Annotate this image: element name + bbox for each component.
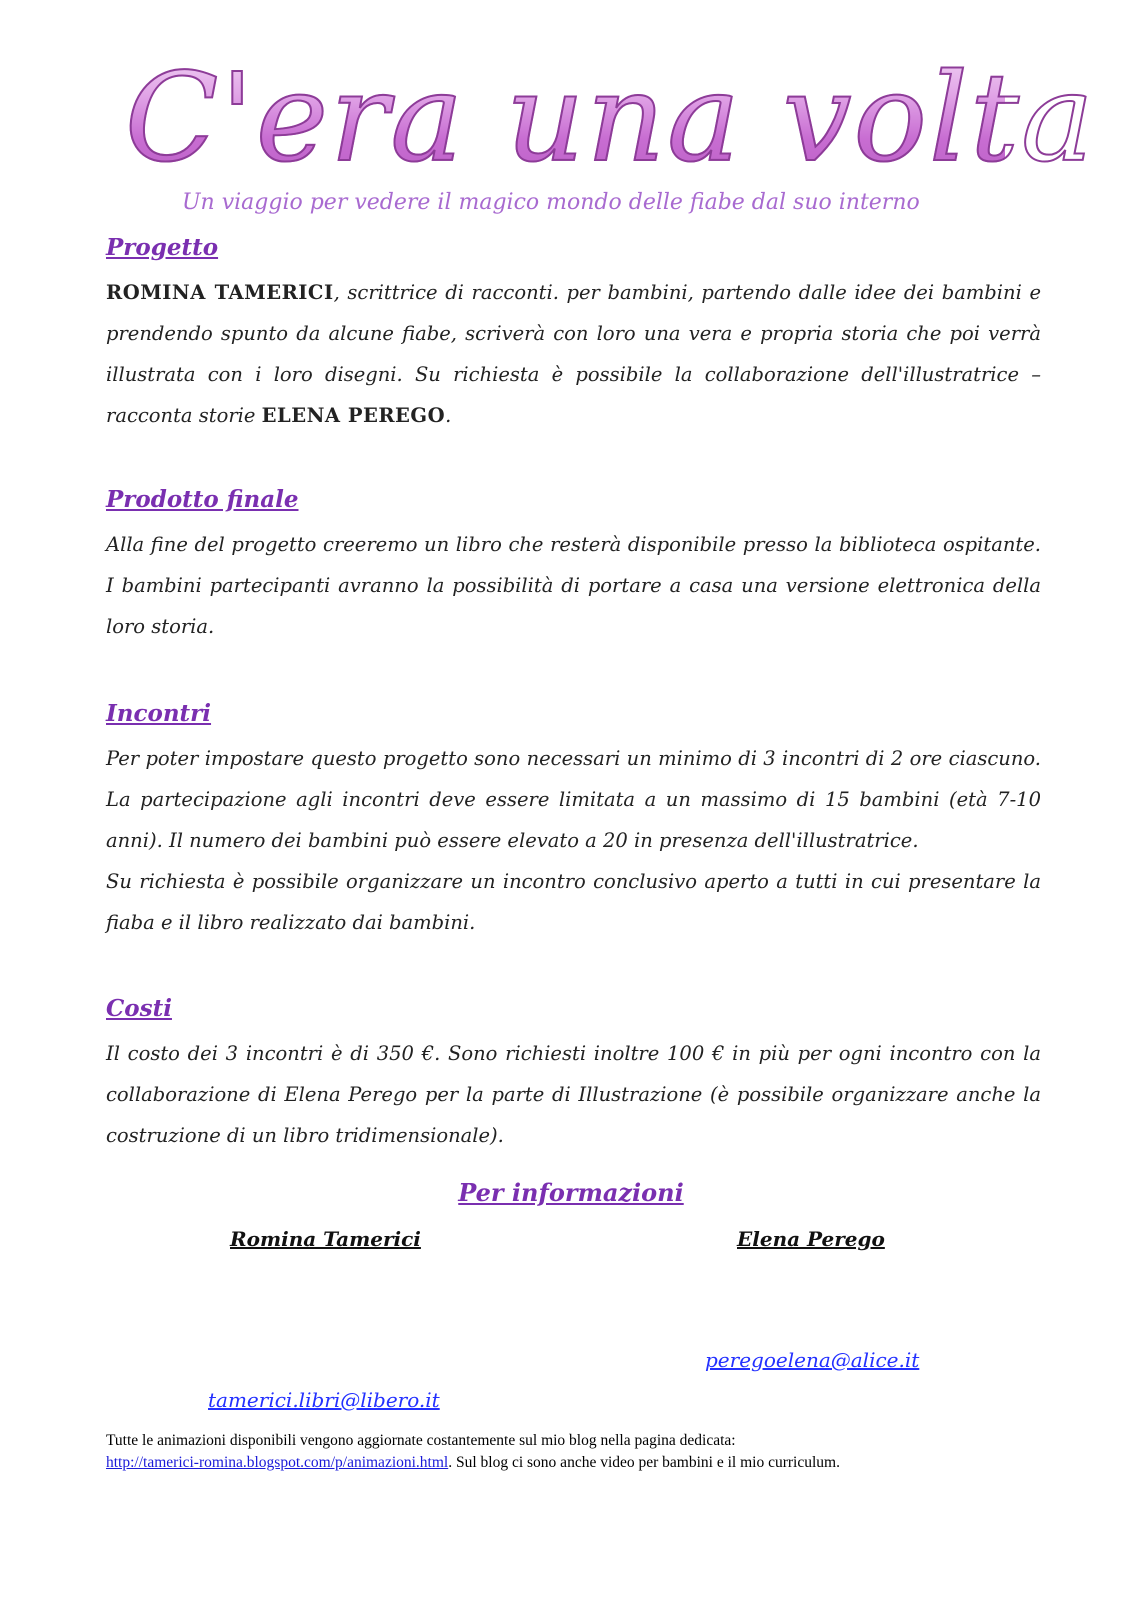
- blog-link[interactable]: http://tamerici-romina.blogspot.com/p/animazioni.html: [106, 1454, 449, 1471]
- contacts-heading: [0, 1176, 1142, 1210]
- author-name: ROMINA TAMERICI: [106, 281, 334, 304]
- section-text-incontri-1: Per poter impostare questo progetto sono necessari un minimo di 3 incontri di 2 ore ciascuno. La partecipazione agli incontri deve essere limitata a un massimo di 15 bambini (età 7-10 anni). Il numero dei bambini può essere elevato a 20 in presenza dell'illustratrice.: [106, 747, 1041, 852]
- progetto-text-part-2: .: [445, 404, 452, 427]
- section-heading-costi: Costi: [106, 995, 172, 1022]
- section-text-costi: Il costo dei 3 incontri è di 350 €. Sono richiesti inoltre 100 € in più per ogni incontro con la collaborazione di Elena Perego per la parte di Illustrazione (è possibile organizzare anche la costruzione di un libro tridimensionale).: [106, 1042, 1041, 1147]
- email-link-elena[interactable]: peregoelena@alice.it: [705, 1348, 920, 1372]
- section-text-progetto: [106, 272, 1041, 436]
- email-link-romina[interactable]: tamerici.libri@libero.it: [208, 1388, 440, 1412]
- section-heading-prodotto-finale: Prodotto finale: [106, 486, 299, 513]
- section-heading-incontri: Incontri: [106, 700, 212, 727]
- footer-text-2: . Sul blog ci sono anche video per bambini e il mio curriculum.: [448, 1454, 840, 1471]
- contacts-heading-label: Per informazioni: [458, 1178, 684, 1207]
- footer-text-1: Tutte le animazioni disponibili vengono aggiornate costantemente sul mio blog nella pagina dedicata:: [106, 1432, 736, 1449]
- contact-name-romina: Romina Tamerici: [230, 1227, 421, 1251]
- document-title: C'era una volta: [125, 47, 1096, 189]
- section-heading-progetto: Progetto: [106, 234, 219, 261]
- footer-note: [106, 1430, 1106, 1474]
- illustrator-name: ELENA PEREGO: [261, 404, 446, 427]
- section-text-prodotto-finale: Alla fine del progetto creeremo un libro che resterà disponibile presso la biblioteca ospitante. I bambini partecipanti avranno la possibilità di portare a casa una versione elettronica della loro storia.: [106, 533, 1041, 638]
- document-subtitle: Un viaggio per vedere il magico mondo delle fiabe dal suo interno: [182, 190, 920, 215]
- section-text-incontri-2: Su richiesta è possibile organizzare un incontro conclusivo aperto a tutti in cui presentare la fiaba e il libro realizzato dai bambini.: [106, 870, 1041, 934]
- contact-name-elena: Elena Perego: [737, 1227, 885, 1251]
- progetto-text-part-1: , scrittrice di racconti. per bambini, partendo dalle idee dei bambini e prendendo spunto da alcune fiabe, scriverà con loro una vera e propria storia che poi verrà illustrata con i loro disegni. Su richiesta è possibile la collaborazione dell'illustratrice – racconta storie: [106, 281, 1041, 427]
